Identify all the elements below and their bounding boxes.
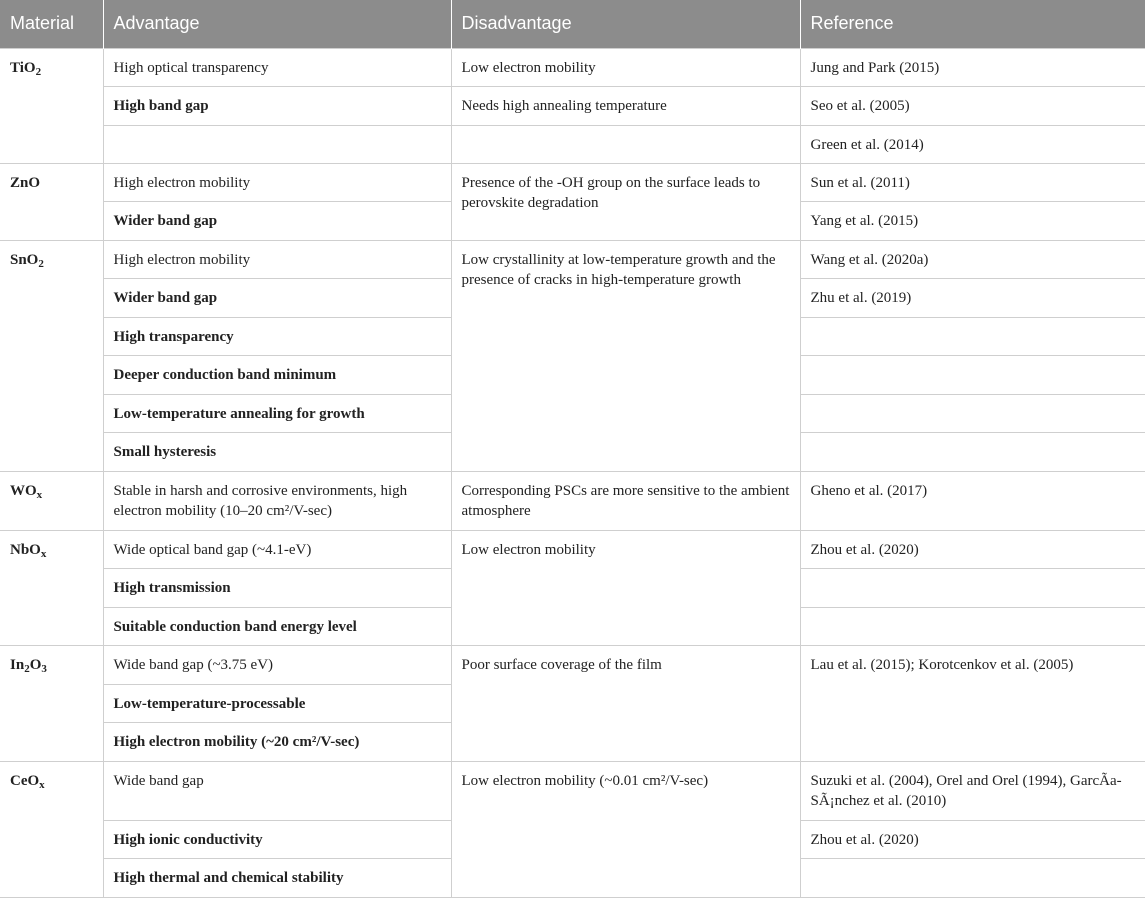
table-row [0,48,1145,86]
reference-cell [800,394,1145,432]
advantage-cell: Small hysteresis [103,432,451,471]
header-material: Material [0,0,103,48]
advantage-cell: Wide band gap (~3.75 eV) [103,645,451,684]
disadvantage-cell [451,125,800,163]
table-row [0,761,1145,820]
reference-cell [800,858,1145,897]
disadvantage-cell: Low electron mobility [451,530,800,645]
disadvantage-cell: Low electron mobility [451,48,800,86]
material-cell-nbox: NbO$_x$ [0,530,103,645]
material-cell-zno: ZnO [0,163,103,240]
material-cell-wox: $WO_x$ [0,471,103,530]
advantage-cell: Suitable conduction band energy level [103,607,451,645]
disadvantage-cell: Presence of the -OH group on the surface leads to perovskite degradation [451,163,800,240]
reference-cell [800,355,1145,394]
advantage-cell: High transmission [103,568,451,607]
header-reference: Reference [800,0,1145,48]
table-row [0,645,1145,684]
advantage-cell: Low-temperature annealing for growth [103,394,451,432]
header-row [0,0,1145,48]
header-advantage: Advantage [103,0,451,48]
reference-cell [800,317,1145,355]
table-row [0,530,1145,568]
material-cell-ceox: CeO$_x$ [0,761,103,897]
reference-cell: Seo et al. (2005) [800,86,1145,125]
advantage-cell: High electron mobility [103,163,451,201]
table-row [0,240,1145,278]
reference-cell: Sun et al. (2011) [800,163,1145,201]
material-cell-in2o3: $In_2O_3$ [0,645,103,761]
reference-cell: Lau et al. (2015); Korotcenkov et al. (2005) [800,645,1145,761]
advantage-cell: Wider band gap [103,278,451,317]
reference-cell: Yang et al. (2015) [800,201,1145,240]
material-cell-tio2: TiO$_2$ [0,48,103,163]
advantage-cell: Low-temperature-processable [103,684,451,722]
reference-cell [800,568,1145,607]
reference-cell: Green et al. (2014) [800,125,1145,163]
advantage-cell: High thermal and chemical stability [103,858,451,897]
disadvantage-cell: Low crystallinity at low-temperature growth and the presence of cracks in high-temperature growth [451,240,800,471]
advantage-cell: Deeper conduction band minimum [103,355,451,394]
advantage-cell: Wide optical band gap (~4.1-eV) [103,530,451,568]
table-row [0,471,1145,530]
reference-cell: Gheno et al. (2017) [800,471,1145,530]
disadvantage-cell: Low electron mobility (~0.01 cm²/V-sec) [451,761,800,897]
header-disadvantage: Disadvantage [451,0,800,48]
table-header [0,0,1145,48]
table-row [0,163,1145,201]
disadvantage-cell: Corresponding PSCs are more sensitive to the ambient atmosphere [451,471,800,530]
disadvantage-cell: Poor surface coverage of the film [451,645,800,761]
table-body [0,48,1145,897]
advantage-cell: Stable in harsh and corrosive environments, high electron mobility (10–20 cm²/V-sec) [103,471,451,530]
advantage-cell: High electron mobility [103,240,451,278]
disadvantage-cell: Needs high annealing temperature [451,86,800,125]
reference-cell: Wang et al. (2020a) [800,240,1145,278]
advantage-cell: Wider band gap [103,201,451,240]
advantage-cell: High ionic conductivity [103,820,451,858]
advantage-cell: High band gap [103,86,451,125]
reference-cell: Jung and Park (2015) [800,48,1145,86]
advantage-cell: High electron mobility (~20 cm²/V-sec) [103,722,451,761]
reference-cell [800,607,1145,645]
table-row [0,125,1145,163]
reference-cell: Suzuki et al. (2004), Orel and Orel (1994), GarcÃa-SÃ¡nchez et al. (2010) [800,761,1145,820]
reference-cell: Zhou et al. (2020) [800,820,1145,858]
reference-cell: Zhou et al. (2020) [800,530,1145,568]
material-cell-sno2: SnO$_2$ [0,240,103,471]
reference-cell [800,432,1145,471]
advantage-cell [103,125,451,163]
table-row [0,86,1145,125]
reference-cell: Zhu et al. (2019) [800,278,1145,317]
advantage-cell: High optical transparency [103,48,451,86]
advantage-cell: Wide band gap [103,761,451,820]
advantage-cell: High transparency [103,317,451,355]
